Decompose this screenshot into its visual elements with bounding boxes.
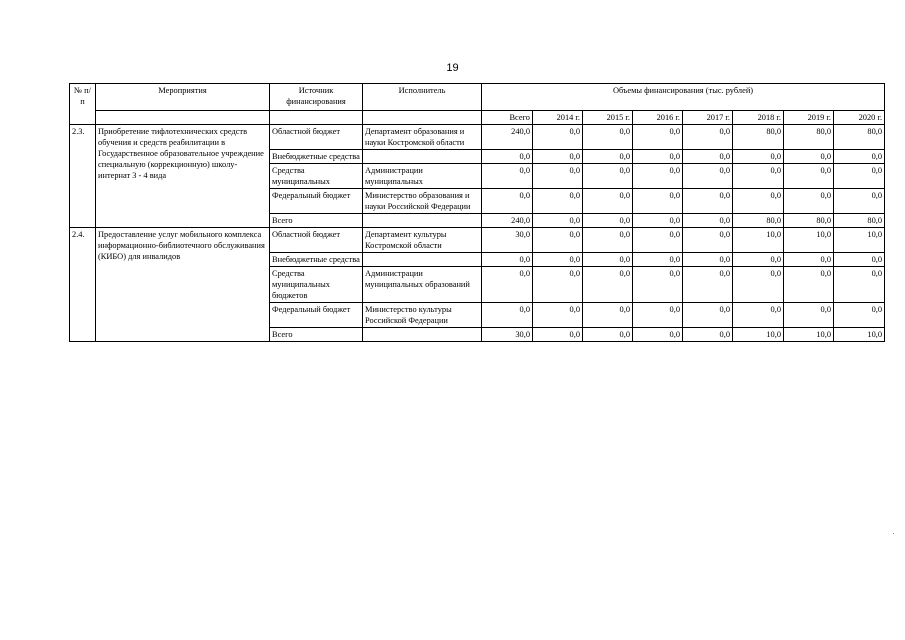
- value-cell: 0,0: [583, 303, 633, 328]
- header-year: 2019 г.: [784, 111, 834, 125]
- value-cell: 0,0: [834, 150, 885, 164]
- value-cell: 80,0: [784, 214, 834, 228]
- value-cell: 0,0: [533, 328, 583, 342]
- header-year: 2016 г.: [633, 111, 683, 125]
- value-cell: 0,0: [683, 253, 733, 267]
- value-cell: 0,0: [683, 214, 733, 228]
- value-cell: 240,0: [482, 214, 533, 228]
- value-cell: 10,0: [733, 228, 784, 253]
- value-cell: 0,0: [583, 214, 633, 228]
- value-cell: 0,0: [733, 150, 784, 164]
- value-cell: 0,0: [733, 303, 784, 328]
- source-cell: Средства муниципальных: [270, 164, 363, 189]
- value-cell: 0,0: [834, 253, 885, 267]
- value-cell: 0,0: [633, 228, 683, 253]
- value-cell: 0,0: [784, 303, 834, 328]
- value-cell: 0,0: [633, 328, 683, 342]
- value-cell: 0,0: [633, 303, 683, 328]
- header-year: Всего: [482, 111, 533, 125]
- value-cell: 0,0: [633, 125, 683, 150]
- value-cell: 30,0: [482, 228, 533, 253]
- source-cell: Внебюджетные средства: [270, 150, 363, 164]
- row-number: 2.3.: [70, 125, 96, 228]
- executor-cell: [363, 328, 482, 342]
- source-cell: Областной бюджет: [270, 125, 363, 150]
- value-cell: 0,0: [482, 253, 533, 267]
- funding-table: [69, 83, 885, 342]
- header-activity-blank: [96, 111, 270, 125]
- value-cell: 0,0: [633, 164, 683, 189]
- value-cell: 0,0: [482, 164, 533, 189]
- value-cell: 0,0: [834, 267, 885, 303]
- header-year: 2018 г.: [733, 111, 784, 125]
- value-cell: 10,0: [834, 328, 885, 342]
- value-cell: 80,0: [733, 214, 784, 228]
- value-cell: 0,0: [482, 189, 533, 214]
- value-cell: 0,0: [834, 303, 885, 328]
- header-source: Источник финансирования: [270, 84, 363, 111]
- executor-cell: Министерство образования и науки Российской Федерации: [363, 189, 482, 214]
- executor-cell: Департамент образования и науки Костромской области: [363, 125, 482, 150]
- executor-cell: Администрации муниципальных образований: [363, 267, 482, 303]
- value-cell: 0,0: [633, 150, 683, 164]
- value-cell: 0,0: [683, 150, 733, 164]
- header-years-row: [70, 111, 885, 125]
- header-executor-blank: [363, 111, 482, 125]
- value-cell: 0,0: [683, 267, 733, 303]
- value-cell: 0,0: [784, 164, 834, 189]
- value-cell: 80,0: [784, 125, 834, 150]
- value-cell: 0,0: [683, 228, 733, 253]
- value-cell: 0,0: [533, 150, 583, 164]
- header-year: 2017 г.: [683, 111, 733, 125]
- value-cell: 0,0: [733, 189, 784, 214]
- value-cell: 10,0: [733, 328, 784, 342]
- value-cell: 0,0: [533, 189, 583, 214]
- source-cell: Средства муниципальных бюджетов: [270, 267, 363, 303]
- value-cell: 30,0: [482, 328, 533, 342]
- value-cell: 0,0: [733, 267, 784, 303]
- source-cell: Федеральный бюджет: [270, 189, 363, 214]
- value-cell: 10,0: [784, 228, 834, 253]
- value-cell: 240,0: [482, 125, 533, 150]
- value-cell: 0,0: [533, 214, 583, 228]
- header-num: № п/п: [70, 84, 96, 125]
- value-cell: 0,0: [683, 125, 733, 150]
- header-year: 2015 г.: [583, 111, 633, 125]
- value-cell: 0,0: [482, 150, 533, 164]
- value-cell: 10,0: [784, 328, 834, 342]
- table-body: [70, 125, 885, 342]
- executor-cell: [363, 253, 482, 267]
- value-cell: 0,0: [583, 328, 633, 342]
- source-cell-total: Всего: [270, 328, 363, 342]
- value-cell: 0,0: [834, 189, 885, 214]
- executor-cell: Министерство культуры Российской Федерации: [363, 303, 482, 328]
- value-cell: 0,0: [633, 253, 683, 267]
- value-cell: 0,0: [583, 253, 633, 267]
- value-cell: 0,0: [784, 267, 834, 303]
- value-cell: 80,0: [834, 125, 885, 150]
- value-cell: 0,0: [683, 189, 733, 214]
- table-row: [70, 125, 885, 150]
- value-cell: 0,0: [683, 164, 733, 189]
- executor-cell: Департамент культуры Костромской области: [363, 228, 482, 253]
- header-year: 2014 г.: [533, 111, 583, 125]
- executor-cell: Администрации муниципальных: [363, 164, 482, 189]
- value-cell: 0,0: [834, 164, 885, 189]
- value-cell: 0,0: [683, 303, 733, 328]
- source-cell-total: Всего: [270, 214, 363, 228]
- value-cell: 0,0: [633, 267, 683, 303]
- source-cell: Федеральный бюджет: [270, 303, 363, 328]
- header-year: 2020 г.: [834, 111, 885, 125]
- value-cell: 0,0: [784, 150, 834, 164]
- value-cell: 0,0: [533, 228, 583, 253]
- value-cell: 0,0: [482, 303, 533, 328]
- value-cell: 0,0: [733, 253, 784, 267]
- header-source-blank: [270, 111, 363, 125]
- activity-cell: Предоставление услуг мобильного комплекса информационно-библиотечного обслуживания (КИБО) для инвалидов: [96, 228, 270, 342]
- value-cell: 80,0: [834, 214, 885, 228]
- value-cell: 0,0: [583, 228, 633, 253]
- value-cell: 0,0: [583, 125, 633, 150]
- value-cell: 0,0: [633, 189, 683, 214]
- executor-cell: [363, 214, 482, 228]
- header-activity: Мероприятия: [96, 84, 270, 111]
- value-cell: 0,0: [583, 150, 633, 164]
- source-cell: Областной бюджет: [270, 228, 363, 253]
- value-cell: 0,0: [784, 189, 834, 214]
- scan-speck: [893, 533, 894, 534]
- activity-cell: Приобретение тифлотехнических средств обучения и средств реабилитации в Государственное образовательное учреждение специальную (коррекционную) школу-интернат 3 - 4 вида: [96, 125, 270, 228]
- header-funding: Объемы финансирования (тыс. рублей): [482, 84, 885, 111]
- table-row: [70, 228, 885, 253]
- value-cell: 0,0: [533, 253, 583, 267]
- value-cell: 0,0: [533, 125, 583, 150]
- value-cell: 0,0: [784, 253, 834, 267]
- value-cell: 0,0: [533, 164, 583, 189]
- value-cell: 0,0: [482, 267, 533, 303]
- value-cell: 0,0: [633, 214, 683, 228]
- value-cell: 0,0: [533, 303, 583, 328]
- value-cell: 0,0: [583, 164, 633, 189]
- value-cell: 0,0: [733, 164, 784, 189]
- value-cell: 10,0: [834, 228, 885, 253]
- page-number: 19: [446, 62, 459, 74]
- executor-cell: [363, 150, 482, 164]
- value-cell: 0,0: [583, 267, 633, 303]
- value-cell: 0,0: [583, 189, 633, 214]
- value-cell: 0,0: [533, 267, 583, 303]
- header-executor: Исполнитель: [363, 84, 482, 111]
- source-cell: Внебюджетные средства: [270, 253, 363, 267]
- value-cell: 0,0: [683, 328, 733, 342]
- header-row: [70, 84, 885, 111]
- row-number: 2.4.: [70, 228, 96, 342]
- value-cell: 80,0: [733, 125, 784, 150]
